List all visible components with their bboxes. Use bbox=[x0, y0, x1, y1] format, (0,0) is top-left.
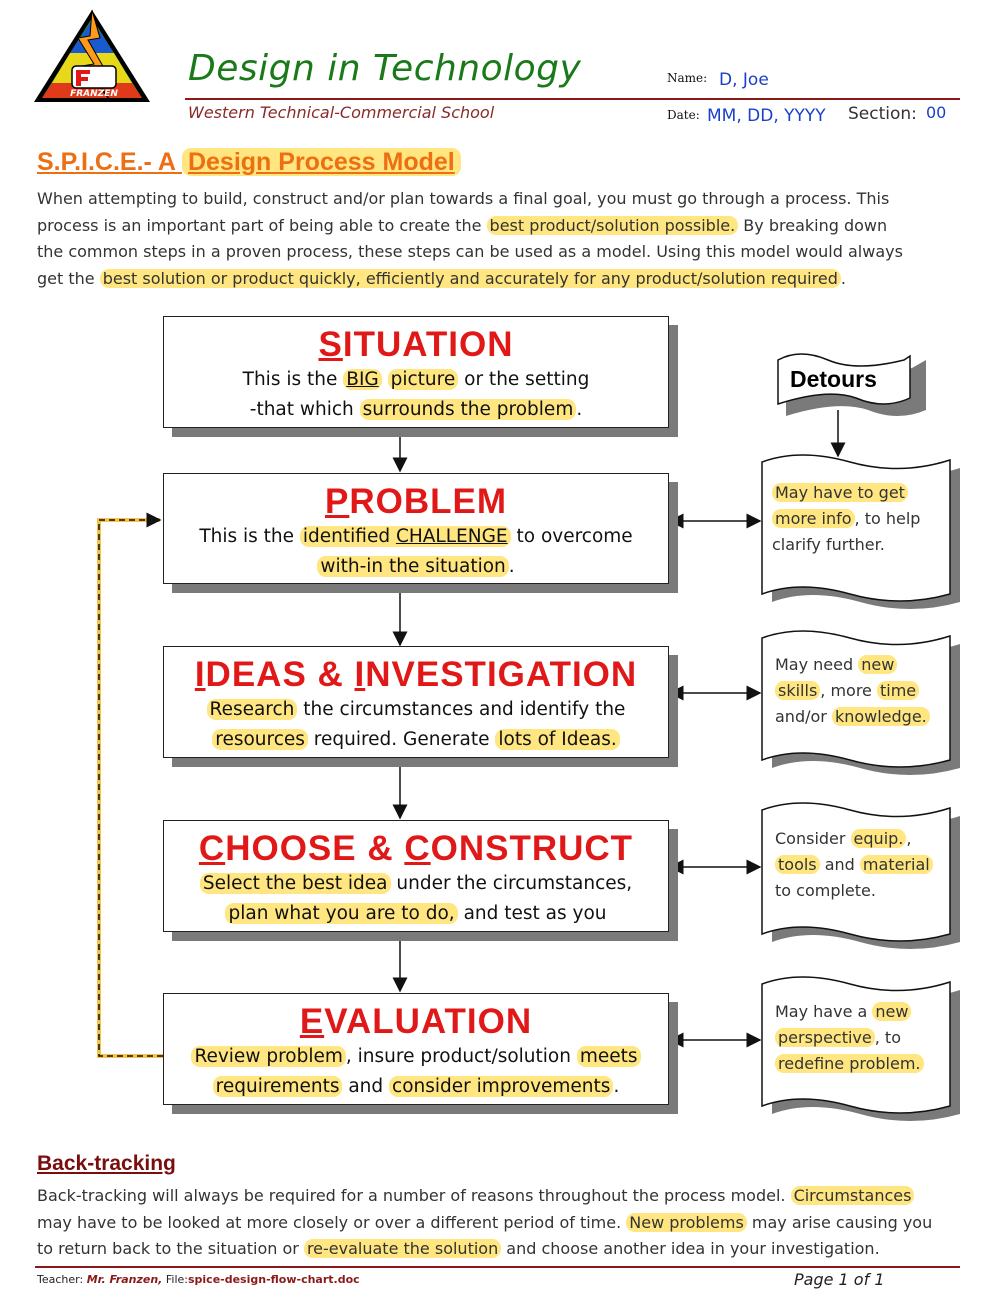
title-initial: C bbox=[404, 829, 431, 868]
highlight-run: Review problem bbox=[191, 1046, 345, 1067]
highlight-run: May have to get bbox=[772, 483, 908, 502]
highlight-run: Select the best idea bbox=[200, 873, 391, 894]
text-run: . bbox=[508, 556, 515, 577]
logo-text: FRANZEN bbox=[70, 89, 118, 99]
text-run: to complete. bbox=[775, 881, 876, 900]
file-label: File: bbox=[165, 1273, 188, 1286]
backtracking-heading: Back-tracking bbox=[37, 1152, 176, 1175]
highlight-run: picture bbox=[388, 369, 459, 390]
bt-line bbox=[37, 1183, 972, 1210]
step-text-line bbox=[164, 552, 668, 582]
footer-info bbox=[37, 1273, 360, 1286]
highlight-run: resources bbox=[212, 729, 308, 750]
title-initial: I bbox=[194, 655, 206, 694]
card-line bbox=[772, 532, 962, 558]
highlight-run: CHALLENGE bbox=[396, 526, 511, 547]
step-text-line bbox=[164, 395, 668, 425]
footer-rule bbox=[35, 1266, 960, 1268]
page-number: Page 1 of 1 bbox=[794, 1270, 885, 1289]
text-run: may have to be looked at more closely or over a different period of time. bbox=[37, 1212, 627, 1232]
step-text-line bbox=[164, 725, 668, 755]
highlight-run: redefine problem. bbox=[775, 1054, 924, 1073]
detour-card-choose bbox=[775, 826, 965, 904]
text-run: required. Generate bbox=[307, 729, 496, 750]
name-label: Name: bbox=[667, 71, 708, 85]
text-run: When attempting to build, construct and/or plan towards a final goal, you must go through a process. This bbox=[37, 189, 890, 208]
card-line bbox=[772, 480, 962, 506]
text-run: or the setting bbox=[458, 369, 590, 390]
text-run: to return back to the situation or bbox=[37, 1239, 304, 1258]
title-rest: ONSTRUCT bbox=[430, 829, 634, 868]
highlight-run: re-evaluate the solution bbox=[304, 1239, 501, 1258]
step-text-line bbox=[164, 869, 668, 899]
card-line bbox=[775, 999, 965, 1025]
step-title bbox=[164, 482, 668, 522]
card-line bbox=[775, 852, 965, 878]
text-run: . bbox=[576, 399, 583, 420]
highlight-run: knowledge. bbox=[832, 707, 930, 726]
detour-card-evaluation bbox=[775, 999, 965, 1077]
title-initial: P bbox=[324, 482, 350, 521]
text-run: the common steps in a proven process, these steps can be used as a model. Using this model would always bbox=[37, 242, 903, 261]
text-run: and bbox=[342, 1076, 390, 1097]
text-run: This is the bbox=[242, 369, 344, 390]
section-value: 00 bbox=[926, 103, 947, 122]
highlight-run: consider improvements bbox=[389, 1076, 613, 1097]
title-rest: ROBLEM bbox=[349, 482, 507, 521]
text-run: and test as you bbox=[457, 903, 607, 924]
highlight-run: more info bbox=[772, 509, 855, 528]
highlight-run: material bbox=[860, 855, 933, 874]
step-text-line bbox=[164, 1042, 668, 1072]
text-run: This is the bbox=[199, 526, 300, 547]
text-run: -that which bbox=[249, 399, 360, 420]
highlight-run: best product/solution possible. bbox=[487, 216, 739, 235]
title-mid: DEAS & bbox=[205, 655, 355, 694]
step-evaluation bbox=[163, 993, 669, 1105]
step-text-line bbox=[164, 1072, 668, 1102]
text-run: . bbox=[613, 1076, 620, 1097]
step-text-line bbox=[164, 695, 668, 725]
text-run: . bbox=[840, 268, 846, 288]
title-rest: NVESTIGATION bbox=[365, 655, 638, 694]
name-value: D, Joe bbox=[719, 70, 769, 90]
highlight-run: BIG bbox=[343, 369, 381, 390]
highlight-run: time bbox=[877, 681, 919, 700]
highlight-run: meets bbox=[577, 1046, 641, 1067]
text-run: , to help bbox=[854, 509, 921, 528]
card-line bbox=[772, 506, 962, 532]
highlight-run: new bbox=[858, 655, 897, 674]
highlight-run: tools bbox=[775, 855, 820, 874]
title-initial: S bbox=[318, 325, 343, 364]
title-initial: I bbox=[354, 655, 366, 694]
text-run: process is an important part of being able to create the bbox=[37, 215, 487, 235]
card-line bbox=[775, 878, 965, 904]
card-line bbox=[775, 652, 965, 678]
highlight-run: with-in the situation bbox=[317, 556, 508, 577]
text-run bbox=[382, 369, 388, 390]
detour-card-problem bbox=[772, 480, 962, 558]
highlight-run: new bbox=[872, 1002, 911, 1021]
page-title: Design in Technology bbox=[188, 48, 582, 89]
text-run: , more bbox=[820, 681, 877, 700]
text-run: , bbox=[906, 829, 912, 848]
teacher-name: Mr. Franzen, bbox=[86, 1273, 163, 1286]
school-name: Western Technical-Commercial School bbox=[188, 103, 495, 122]
highlight-run: New problems bbox=[626, 1213, 747, 1232]
step-text-line bbox=[164, 365, 668, 395]
text-run: Back-tracking will always be required for a number of reasons throughout the process model. bbox=[37, 1186, 791, 1205]
date-label: Date: bbox=[667, 108, 700, 122]
highlight-run: requirements bbox=[213, 1076, 343, 1097]
text-run: clarify further. bbox=[772, 535, 885, 554]
highlight-run: plan what you are to do, bbox=[225, 903, 457, 924]
step-title bbox=[164, 1002, 668, 1042]
highlight-run: perspective bbox=[775, 1028, 875, 1047]
highlight-run: identified bbox=[300, 526, 396, 547]
title-initial: E bbox=[299, 1002, 325, 1041]
text-run: and bbox=[819, 855, 860, 874]
backtracking-paragraph bbox=[37, 1183, 972, 1263]
detour-card-ideas bbox=[775, 652, 965, 730]
text-run: , to bbox=[874, 1028, 901, 1047]
title-rest: ITUATION bbox=[342, 325, 514, 364]
text-run: By breaking down bbox=[738, 215, 888, 235]
highlight-run: equip. bbox=[851, 829, 907, 848]
title-mid: HOOSE & bbox=[225, 829, 405, 868]
text-run: May need bbox=[775, 655, 859, 674]
step-problem bbox=[163, 473, 669, 584]
text-run: may arise causing you bbox=[746, 1212, 933, 1232]
step-choose-construct bbox=[163, 820, 669, 932]
highlight-run: skills bbox=[775, 681, 820, 700]
bt-line bbox=[37, 1236, 972, 1263]
text-run: Consider bbox=[775, 829, 851, 848]
text-run: to overcome bbox=[510, 526, 633, 547]
title-rest: VALUATION bbox=[324, 1002, 533, 1041]
step-title bbox=[164, 829, 668, 869]
step-text-line bbox=[164, 899, 668, 929]
teacher-label: Teacher: bbox=[37, 1273, 84, 1286]
card-line bbox=[775, 1025, 965, 1051]
file-name: spice-design-flow-chart.doc bbox=[187, 1273, 360, 1286]
heading-plain: S.P.I.C.E.- A bbox=[37, 148, 176, 176]
step-title bbox=[164, 325, 668, 365]
section-label: Section: bbox=[848, 104, 917, 124]
text-run: get the bbox=[37, 268, 100, 288]
text-run: the circumstances and identify the bbox=[297, 699, 626, 720]
highlight-run: best solution or product quickly, efficiently and accurately for any product/solution required bbox=[100, 269, 841, 288]
bt-line bbox=[37, 1210, 972, 1237]
step-situation bbox=[163, 316, 669, 428]
step-ideas-investigation bbox=[163, 646, 669, 758]
card-line bbox=[775, 678, 965, 704]
step-title bbox=[164, 655, 668, 695]
card-line bbox=[775, 704, 965, 730]
highlight-run: Research bbox=[207, 699, 298, 720]
text-run: and/or bbox=[775, 707, 832, 726]
highlight-run: surrounds the problem bbox=[360, 399, 577, 420]
highlight-run: Circumstances bbox=[791, 1186, 915, 1205]
detours-label: Detours bbox=[790, 366, 877, 392]
date-value: MM, DD, YYYY bbox=[707, 106, 826, 126]
heading-highlight: Design Process Model bbox=[182, 148, 461, 176]
step-text-line bbox=[164, 522, 668, 552]
card-line bbox=[775, 826, 965, 852]
text-run: May have a bbox=[775, 1002, 873, 1021]
card-line bbox=[775, 1051, 965, 1077]
title-initial: C bbox=[198, 829, 226, 868]
backtrack-highlight bbox=[99, 520, 163, 1056]
text-run: under the circumstances, bbox=[390, 873, 633, 894]
text-run: , insure product/solution bbox=[345, 1046, 577, 1067]
text-run: and choose another idea in your investigation. bbox=[501, 1239, 880, 1258]
backtrack-loop bbox=[99, 520, 163, 1056]
highlight-run: lots of Ideas. bbox=[495, 729, 619, 750]
